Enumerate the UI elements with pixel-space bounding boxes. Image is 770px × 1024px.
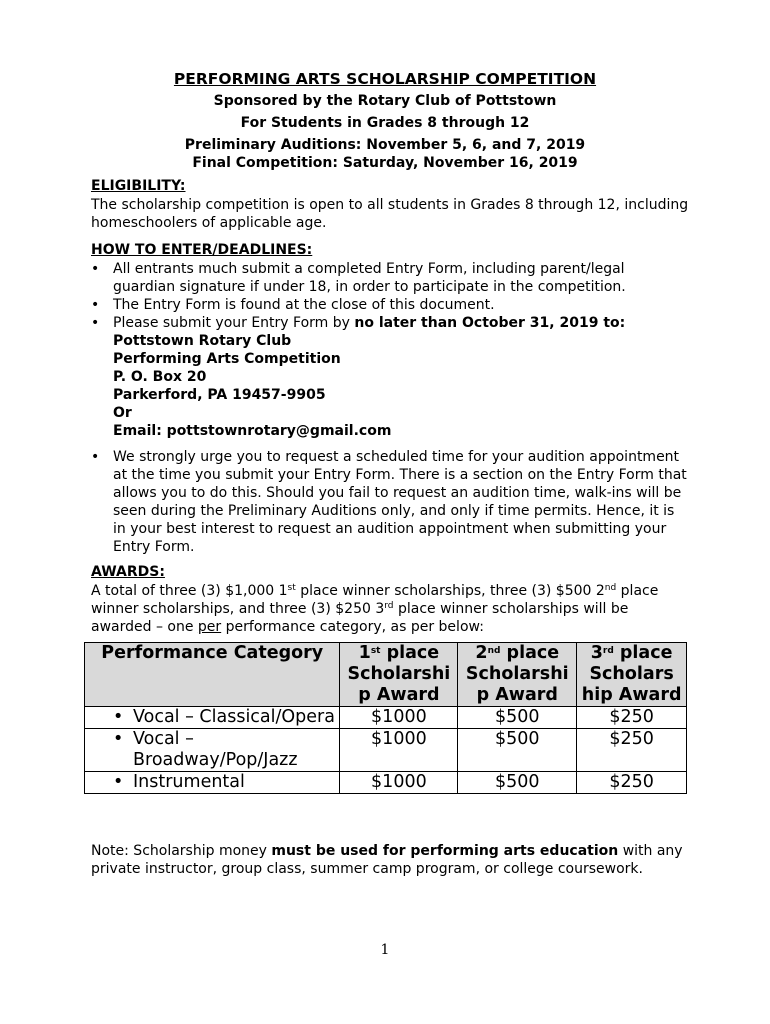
page-number: 1	[380, 942, 390, 958]
eligibility-heading: ELIGIBILITY:	[91, 178, 186, 194]
address-line: P. O. Box 20	[113, 369, 207, 385]
document-title: PERFORMING ARTS SCHOLARSHIP COMPETITION	[173, 70, 597, 88]
bullet-text: The Entry Form is found at the close of this document.	[113, 297, 495, 313]
category-cell: • Vocal – Classical/Opera	[85, 707, 340, 729]
list-item	[91, 260, 691, 296]
bullet-text: Please submit your Entry Form by	[113, 315, 355, 331]
address-line: Pottstown Rotary Club	[113, 333, 292, 349]
bullet-text: All entrants much submit a completed Entry Form, including parent/legal guardian signature if under 18, in order to participate in the competition.	[113, 261, 626, 295]
address-line: Performing Arts Competition	[113, 351, 341, 367]
category-cell: • Instrumental	[85, 772, 340, 794]
list-item	[91, 296, 691, 314]
column-header-category: Performance Category	[85, 643, 340, 707]
table-row	[85, 772, 687, 794]
first-place-cell: $1000	[340, 707, 458, 729]
column-header-third: 3rd place Scholars hip Award	[577, 643, 687, 707]
bullet-icon: •	[113, 772, 124, 792]
eligibility-text: The scholarship competition is open to all students in Grades 8 through 12, including homeschoolers of applicable age.	[91, 197, 689, 231]
bullet-icon: •	[113, 729, 124, 749]
third-place-cell: $250	[577, 772, 687, 794]
bullet-icon: •	[91, 315, 100, 331]
grades-line: For Students in Grades 8 through 12	[240, 115, 530, 131]
column-header-first: 1st place Scholarshi p Award	[340, 643, 458, 707]
third-place-cell: $250	[577, 707, 687, 729]
table-header-row	[85, 643, 687, 707]
email-line: Email: pottstownrotary@gmail.com	[113, 423, 392, 439]
bullet-icon: •	[91, 261, 100, 277]
bullet-text: We strongly urge you to request a scheduled time for your audition appointment at the time you submit your Entry Form. There is a section on the Entry Form that allows you to do this. Should you fail to request an audition time, walk-ins will be seen during the Preliminary Auditions only, and only if time permits. Hence, it is in your best interest to request an audition appointment when submitting your Entry Form.	[113, 449, 687, 555]
awards-heading: AWARDS:	[91, 564, 165, 580]
second-place-cell: $500	[458, 772, 577, 794]
how-to-enter-heading: HOW TO ENTER/DEADLINES:	[91, 242, 313, 258]
list-item	[91, 314, 691, 440]
address-line: Parkerford, PA 19457-9905	[113, 387, 326, 403]
preliminary-line: Preliminary Auditions: November 5, 6, and 7, 2019	[184, 137, 586, 153]
table-row	[85, 707, 687, 729]
second-place-cell: $500	[458, 729, 577, 772]
awards-table	[84, 642, 687, 794]
bullet-icon: •	[113, 707, 124, 727]
first-place-cell: $1000	[340, 729, 458, 772]
deadline-text: no later than October 31, 2019 to:	[354, 315, 626, 331]
third-place-cell: $250	[577, 729, 687, 772]
first-place-cell: $1000	[340, 772, 458, 794]
note-text: Note: Scholarship money must be used for performing arts education with any private instructor, group class, summer camp program, or college coursework.	[91, 843, 683, 877]
second-place-cell: $500	[458, 707, 577, 729]
address-line: Or	[113, 405, 132, 421]
table-row	[85, 729, 687, 772]
bullet-icon: •	[91, 297, 100, 313]
bullet-icon: •	[91, 449, 100, 465]
final-line: Final Competition: Saturday, November 16, 2019	[192, 155, 578, 171]
sponsor-line: Sponsored by the Rotary Club of Pottstown	[213, 93, 557, 109]
awards-text: A total of three (3) $1,000 1st place winner scholarships, three (3) $500 2nd place winner scholarships, and three (3) $250 3rd place winner scholarships will be awarded – one per performance category, as per below:	[91, 583, 659, 635]
column-header-second: 2nd place Scholarshi p Award	[458, 643, 577, 707]
list-item	[91, 448, 691, 556]
enter-bullet-list	[91, 260, 691, 556]
category-cell: • Vocal – Broadway/Pop/Jazz	[85, 729, 340, 772]
